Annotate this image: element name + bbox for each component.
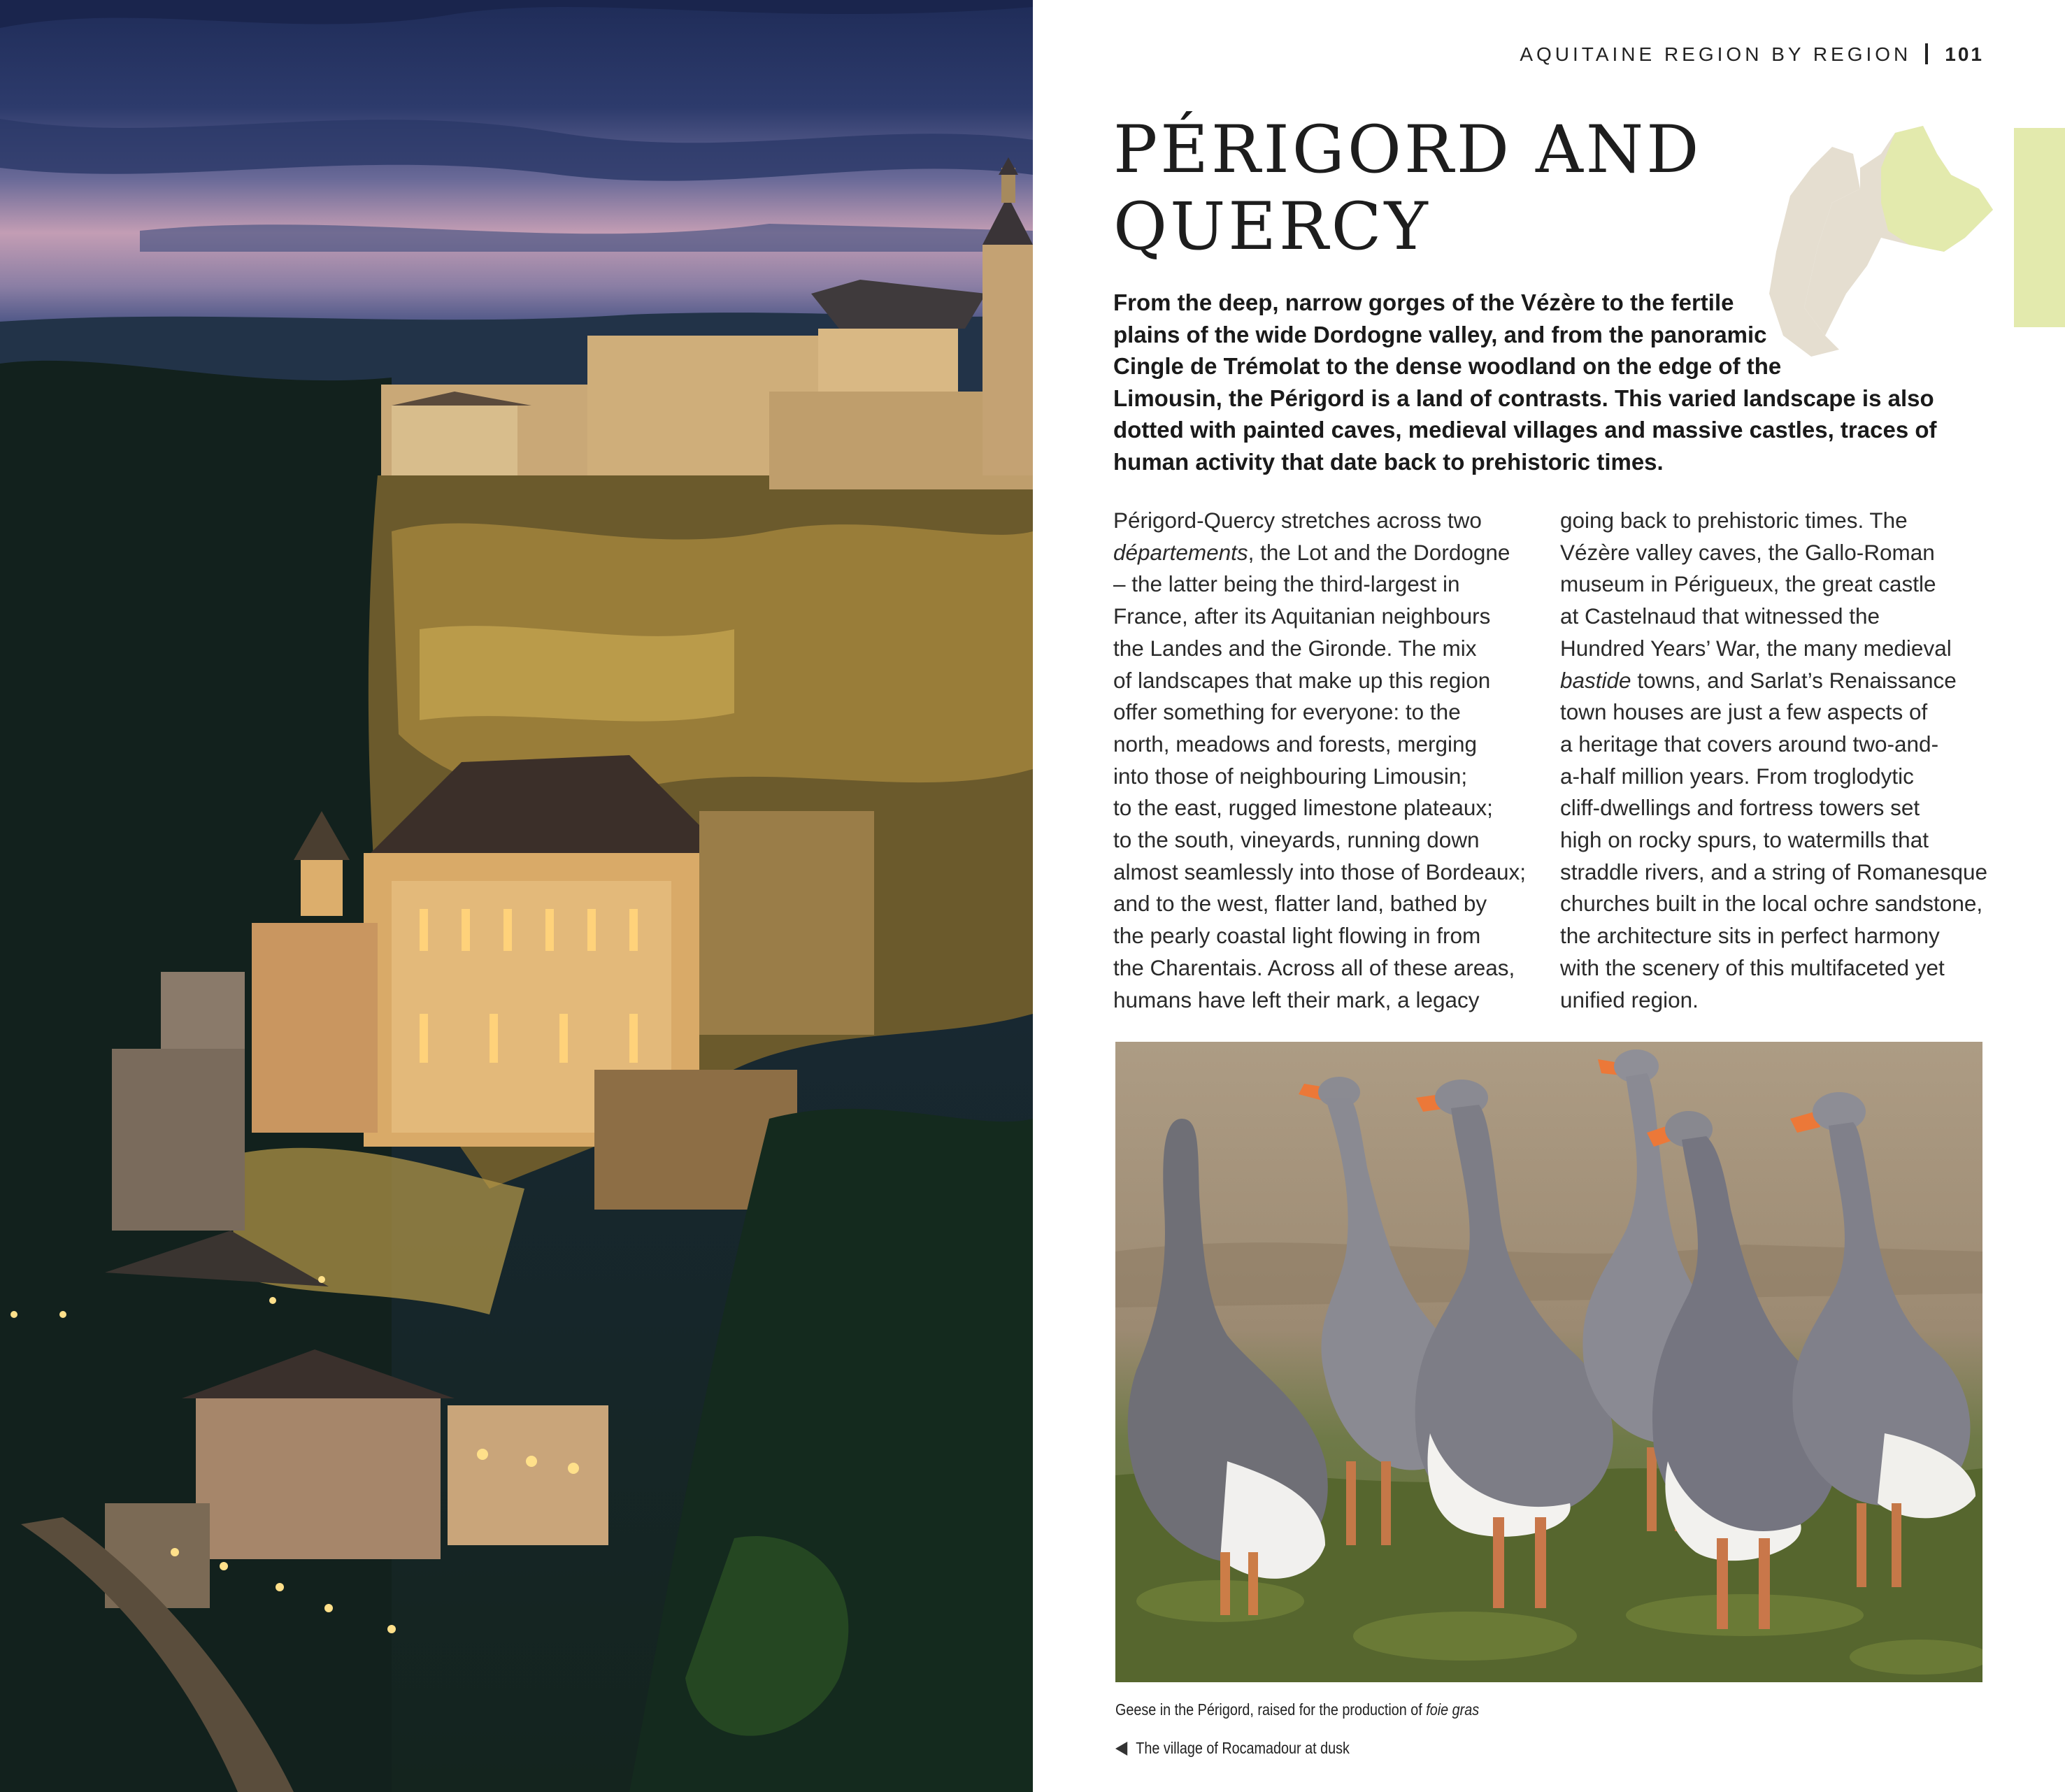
body-line bbox=[1113, 537, 1547, 569]
section-color-tab bbox=[2014, 128, 2065, 327]
italic-term: bastide bbox=[1560, 667, 1631, 693]
header-separator bbox=[1925, 43, 1928, 64]
intro-line: plains of the wide Dordogne valley, and from the panoramic bbox=[1113, 321, 1767, 347]
left-photo-caption bbox=[1115, 1739, 1350, 1758]
italic-term: départements bbox=[1113, 539, 1248, 565]
body-line: Hundred Years’ War, the many medieval bbox=[1560, 635, 1952, 661]
title-line-1: PÉRIGORD AND bbox=[1113, 112, 1702, 188]
intro-line: dotted with painted caves, medieval villages and massive castles, traces of bbox=[1113, 417, 1937, 443]
body-line: cliff-dwellings and fortress towers set bbox=[1560, 795, 1920, 821]
body-column-1 bbox=[1113, 505, 1547, 1016]
title-line-2: QUERCY bbox=[1113, 189, 1431, 265]
body-column-2 bbox=[1560, 505, 1994, 1016]
body-line: straddle rivers, and a string of Romanesque bbox=[1560, 859, 1988, 884]
caption-text: Geese in the Périgord, raised for the production of bbox=[1115, 1700, 1427, 1719]
body-line-rest: , the Lot and the Dordogne bbox=[1248, 539, 1510, 565]
body-line: offer something for everyone: to the bbox=[1113, 699, 1461, 725]
geese-photo bbox=[1115, 1042, 1982, 1682]
intro-line: human activity that date back to prehistoric times. bbox=[1113, 448, 1664, 475]
geese-illustration bbox=[1115, 1042, 1982, 1682]
body-line: of landscapes that make up this region bbox=[1113, 667, 1491, 693]
body-line: at Castelnaud that witnessed the bbox=[1560, 603, 1880, 629]
body-line: France, after its Aquitanian neighbours bbox=[1113, 603, 1491, 629]
body-line: into those of neighbouring Limousin; bbox=[1113, 763, 1468, 789]
geese-caption bbox=[1115, 1700, 1479, 1719]
body-line: almost seamlessly into those of Bordeaux; bbox=[1113, 859, 1527, 884]
body-line: a-half million years. From troglodytic bbox=[1560, 763, 1914, 789]
intro-line: Cingle de Trémolat to the dense woodland on the edge of the bbox=[1113, 353, 1782, 379]
body-line: museum in Périgueux, the great castle bbox=[1560, 571, 1936, 597]
body-line: Vézère valley caves, the Gallo-Roman bbox=[1560, 539, 1935, 565]
body-line: unified region. bbox=[1560, 987, 1699, 1012]
body-line: town houses are just a few aspects of bbox=[1560, 699, 1928, 725]
body-line: to the south, vineyards, running down bbox=[1113, 827, 1480, 853]
body-line: north, meadows and forests, merging bbox=[1113, 731, 1478, 757]
body-line: high on rocky spurs, to watermills that bbox=[1560, 827, 1929, 853]
intro-paragraph bbox=[1113, 287, 1937, 478]
body-line: going back to prehistoric times. The bbox=[1560, 508, 1908, 533]
intro-line: From the deep, narrow gorges of the Vézère to the fertile bbox=[1113, 289, 1734, 315]
body-line: humans have left their mark, a legacy bbox=[1113, 987, 1480, 1012]
body-line: with the scenery of this multifaceted yet bbox=[1560, 954, 1945, 980]
running-head bbox=[1189, 43, 1984, 66]
caption-text: The village of Rocamadour at dusk bbox=[1136, 1739, 1350, 1757]
caption-italic: foie gras bbox=[1426, 1700, 1480, 1719]
body-line: a heritage that covers around two-and- bbox=[1560, 731, 1939, 757]
page-title bbox=[1113, 112, 1743, 266]
page-number: 101 bbox=[1945, 43, 1984, 65]
body-line: Périgord-Quercy stretches across two bbox=[1113, 508, 1482, 533]
body-line: to the east, rugged limestone plateaux; bbox=[1113, 795, 1493, 821]
left-arrow-icon bbox=[1115, 1742, 1127, 1756]
section-label: AQUITAINE REGION BY REGION bbox=[1520, 43, 1912, 65]
body-line: churches built in the local ochre sandstone, bbox=[1560, 891, 1983, 917]
body-line: – the latter being the third-largest in bbox=[1113, 571, 1460, 597]
body-line: the pearly coastal light flowing in from bbox=[1113, 923, 1481, 949]
body-line-rest: towns, and Sarlat’s Renaissance bbox=[1631, 667, 1957, 693]
map-highlight-perigord bbox=[1881, 126, 1993, 252]
body-line bbox=[1560, 665, 1994, 697]
body-line: the Charentais. Across all of these areas, bbox=[1113, 954, 1515, 980]
body-line: the architecture sits in perfect harmony bbox=[1560, 923, 1940, 949]
body-line: the Landes and the Gironde. The mix bbox=[1113, 635, 1477, 661]
body-line: and to the west, flatter land, bathed by bbox=[1113, 891, 1487, 917]
intro-line: Limousin, the Périgord is a land of contrasts. This varied landscape is also bbox=[1113, 385, 1934, 411]
